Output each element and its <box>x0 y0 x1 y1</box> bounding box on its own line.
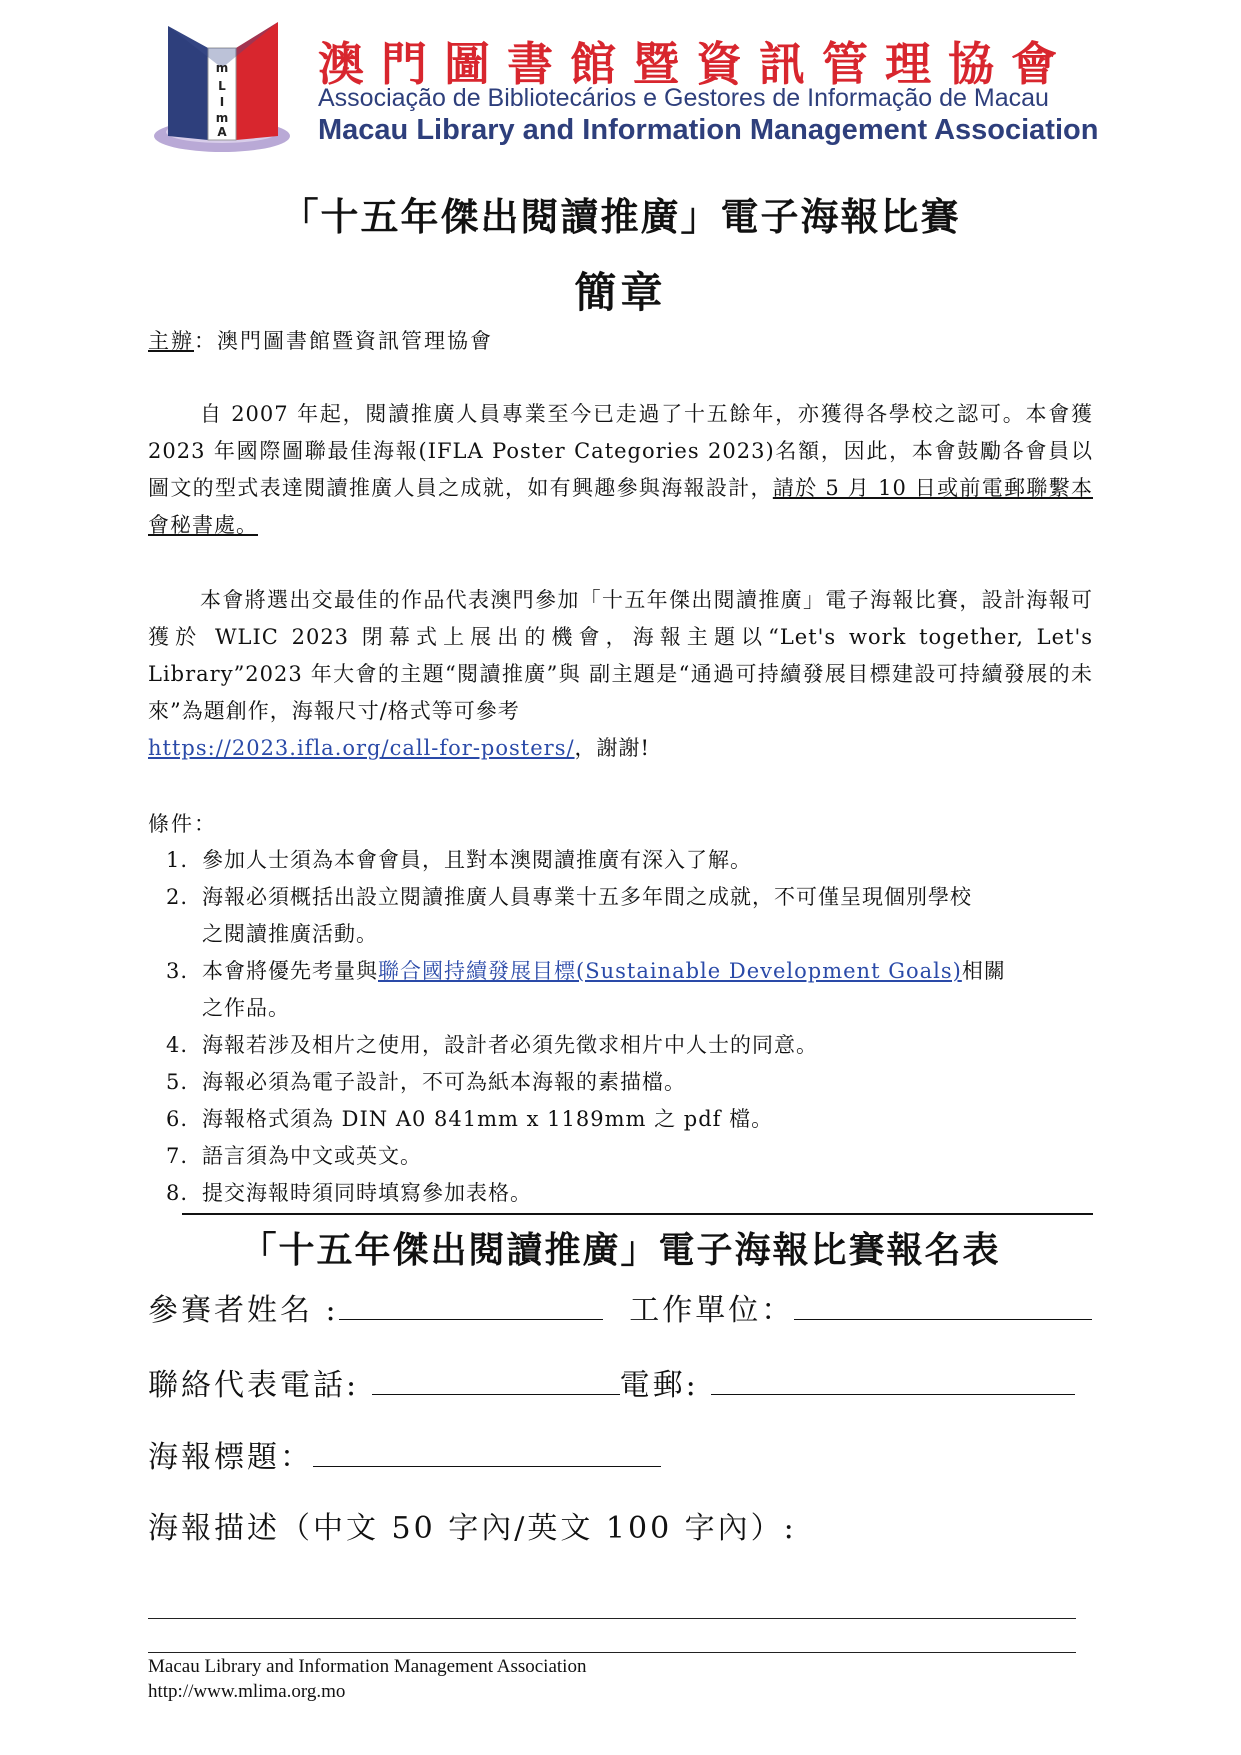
organizer-separator: ： <box>194 329 217 353</box>
intro-paragraph <box>148 396 1093 544</box>
details-text: 本會將選出交最佳的作品代表澳門參加「十五年傑出閱讀推廣」電子海報比賽，設計海報可獲於 WLIC 2023 閉幕式上展出的機會，海報主題以“Let's work together, Let's Library”2023 年大會的主題“閱讀推廣”與 副主題是“通過可持續發展目標建設可持續發展的未來”為題創作，海報尺寸/格式等可參考 <box>148 588 1093 723</box>
conditions-label: 條件： <box>148 812 217 836</box>
email-input-blank[interactable] <box>711 1366 1075 1395</box>
condition-text: 提交海報時須同時填寫參加表格。 <box>202 1181 532 1205</box>
footer-website[interactable]: http://www.mlima.org.mo <box>148 1681 346 1702</box>
sdg-link[interactable]: 聯合國持續發展目標(Sustainable Development Goals) <box>378 959 962 983</box>
condition-text: 語言須為中文或英文。 <box>202 1144 422 1168</box>
work-unit-label: 工作單位： <box>629 1293 795 1328</box>
organizer-line <box>148 325 493 355</box>
logo-letter: I <box>219 95 225 109</box>
condition-text-cont: 之閱讀推廣活動。 <box>202 922 378 946</box>
condition-text: 參加人士須為本會會員，且對本澳閱讀推廣有深入了解。 <box>202 848 752 872</box>
document-title: 「十五年傑出閱讀推廣」電子海報比賽 <box>280 194 961 239</box>
logo-letter: A <box>217 125 227 139</box>
logo-letter: L <box>218 79 226 93</box>
condition-number: 8. <box>165 1181 188 1205</box>
logo-letter: m <box>215 111 229 125</box>
condition-item <box>148 879 1093 953</box>
condition-item <box>148 953 1093 1027</box>
description-input-line[interactable] <box>148 1652 1076 1653</box>
description-input-line[interactable] <box>148 1618 1076 1619</box>
footer-org-name: Macau Library and Information Management Association <box>148 1656 587 1677</box>
logo-letter: m <box>215 61 229 75</box>
poster-description-field-row <box>148 1503 797 1547</box>
condition-text: 海報必須為電子設計，不可為紙本海報的素描檔。 <box>202 1070 686 1094</box>
condition-item <box>148 842 1093 879</box>
condition-item <box>148 1138 1093 1175</box>
organizer-label: 主辦 <box>148 329 194 353</box>
condition-number: 2. <box>165 885 188 909</box>
condition-number: 1. <box>165 848 188 872</box>
email-label: 電郵: <box>619 1368 712 1403</box>
name-field-row <box>148 1285 1092 1329</box>
name-input-blank[interactable] <box>339 1291 603 1320</box>
work-unit-input-blank[interactable] <box>794 1291 1092 1320</box>
condition-text <box>202 953 1093 1027</box>
details-paragraph <box>148 582 1093 767</box>
condition-text: 海報若涉及相片之使用，設計者必須先徵求相片中人士的同意。 <box>202 1033 818 1057</box>
poster-description-label: 海報描述（中文 50 字內/英文 100 字內）: <box>148 1511 797 1546</box>
condition-item <box>148 1027 1093 1064</box>
page-footer <box>148 1654 586 1704</box>
phone-input-blank[interactable] <box>372 1366 620 1395</box>
condition-text: 海報格式須為 DIN A0 841mm x 1189mm 之 pdf 檔。 <box>202 1107 774 1131</box>
condition-number: 7. <box>165 1144 188 1168</box>
association-logo <box>150 18 300 158</box>
name-label: 參賽者姓名 : <box>148 1293 339 1328</box>
poster-title-label: 海報標題： <box>148 1440 313 1475</box>
ifla-posters-link[interactable]: https://2023.ifla.org/call-for-posters/ <box>148 736 575 760</box>
org-name-portuguese: Associação de Bibliotecários e Gestores de Informação de Macau <box>318 84 1049 112</box>
conditions-list <box>148 842 1093 1212</box>
poster-title-field-row <box>148 1432 661 1476</box>
phone-label: 聯絡代表電話: <box>148 1368 372 1403</box>
contact-field-row <box>148 1360 1075 1404</box>
intro-text: 自 2007 年起，閱讀推廣人員專業至今已走過了十五餘年，亦獲得各學校之認可。本會獲 2023 年國際圖聯最佳海報(IFLA Poster Categories 2023)名額，因此，本會鼓勵各會員以圖文的型式表達閱讀推廣人員之成就，如有興趣參與海報設計， <box>148 402 1093 500</box>
condition-text <box>202 879 1093 953</box>
mlima-logo-icon <box>150 18 300 158</box>
form-title: 「十五年傑出閱讀推廣」電子海報比賽報名表 <box>240 1229 1001 1271</box>
condition-item <box>148 1064 1093 1101</box>
document-subtitle: 簡章 <box>574 268 667 317</box>
details-closing: ，謝謝! <box>574 736 650 760</box>
condition-text-post: 相關 <box>961 959 1006 983</box>
deadline-note: 請於 5 月 10 日或前電郵聯繫本會秘書處。 <box>148 476 1093 537</box>
section-divider <box>182 1213 1093 1215</box>
condition-item <box>148 1101 1093 1138</box>
condition-number: 4. <box>165 1033 188 1057</box>
poster-title-input-blank[interactable] <box>313 1438 661 1467</box>
organizer-value: 澳門圖書館暨資訊管理協會 <box>217 329 493 353</box>
condition-number: 5. <box>165 1070 188 1094</box>
condition-text-pre: 本會將優先考量與 <box>202 959 378 983</box>
org-name-english: Macau Library and Information Management Association <box>318 114 1099 146</box>
org-name-chinese: 澳門圖書館暨資訊管理協會 <box>318 37 1074 91</box>
condition-number: 3. <box>165 959 188 983</box>
condition-item <box>148 1175 1093 1212</box>
condition-number: 6. <box>165 1107 188 1131</box>
condition-text-line: 海報必須概括出設立閱讀推廣人員專業十五多年間之成就，不可僅呈現個別學校 <box>202 885 972 909</box>
condition-text-cont: 之作品。 <box>202 996 290 1020</box>
